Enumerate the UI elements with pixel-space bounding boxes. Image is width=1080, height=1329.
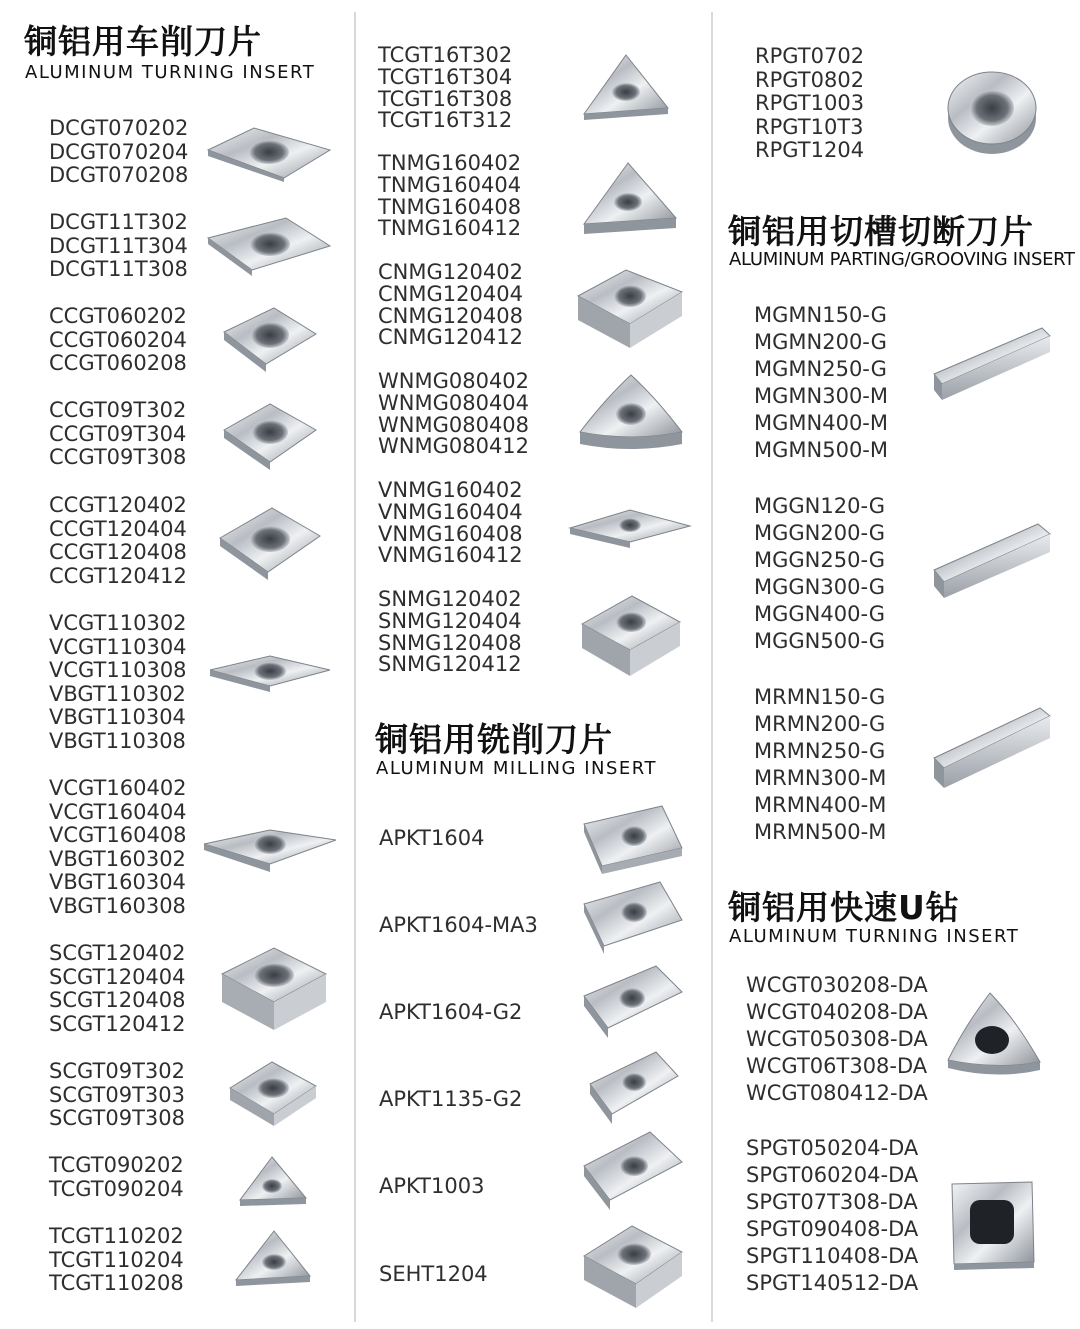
scgt09-insert-image xyxy=(226,1058,320,1130)
tcgt11-insert-image xyxy=(232,1228,314,1290)
column-divider-left xyxy=(354,12,356,1322)
milling-code: APKT1604-G2 xyxy=(379,1000,523,1024)
apkt1003-insert-image xyxy=(580,1128,686,1214)
code-list: DCGT11T302 DCGT11T304 DCGT11T308 xyxy=(49,210,188,281)
code-list: TCGT16T302 TCGT16T304 TCGT16T308 TCGT16T312 xyxy=(378,43,513,133)
scgt12-insert-image xyxy=(218,944,330,1034)
apkt1604ma3-insert-image xyxy=(580,878,686,958)
code-list: SPGT050204-DA SPGT060204-DA SPGT07T308-DA SPGT090408-DA SPGT110408-DA SPGT140512-DA xyxy=(746,1136,919,1295)
milling-header-cn: 铜铝用铣削刀片 xyxy=(375,720,613,759)
code-list: SCGT120402 SCGT120404 SCGT120408 SCGT120412 xyxy=(49,941,186,1036)
milling-code: SEHT1204 xyxy=(379,1262,488,1286)
apkt1604g2-insert-image xyxy=(580,962,686,1042)
dcgt07-insert-image xyxy=(206,126,332,182)
code-list: MRMN150-G MRMN200-G MRMN250-G MRMN300-M MRMN400-M MRMN500-M xyxy=(754,685,887,844)
tcgt09-insert-image xyxy=(236,1154,310,1210)
milling-header-en: ALUMINUM MILLING INSERT xyxy=(376,758,657,779)
tnmg16-insert-image xyxy=(578,160,682,238)
column-divider-right xyxy=(711,12,713,1322)
ccgt09-insert-image xyxy=(220,400,320,474)
apkt1135g2-insert-image xyxy=(586,1048,682,1128)
wnmg08-insert-image xyxy=(576,372,686,458)
mggn-grooving-insert-image xyxy=(930,518,1054,602)
code-list: CNMG120402 CNMG120404 CNMG120408 CNMG120412 xyxy=(378,260,523,350)
dcgt11-insert-image xyxy=(206,216,332,278)
turning-header-cn: 铜铝用车削刀片 xyxy=(24,22,262,61)
milling-code: APKT1003 xyxy=(379,1174,485,1198)
milling-code: APKT1135-G2 xyxy=(379,1087,523,1111)
code-list: CCGT060202 CCGT060204 CCGT060208 xyxy=(49,304,187,375)
code-list: MGMN150-G MGMN200-G MGMN250-G MGMN300-M MGMN400-M MGMN500-M xyxy=(754,303,888,462)
spgt-udrill-insert-image xyxy=(946,1178,1038,1272)
udrill-header-en: ALUMINUM TURNING INSERT xyxy=(729,926,1020,947)
code-list: MGGN120-G MGGN200-G MGGN250-G MGGN300-G MGGN400-G MGGN500-G xyxy=(754,494,886,653)
rpgt-round-insert-image xyxy=(944,66,1040,158)
ccgt12-insert-image xyxy=(216,504,324,584)
milling-code: APKT1604 xyxy=(379,826,485,850)
parting-header-en: ALUMINUM PARTING/GROOVING INSERT xyxy=(729,249,1075,270)
code-list: VCGT160402 VCGT160404 VCGT160408 VBGT160302 VBGT160304 VBGT160308 xyxy=(49,776,187,918)
code-list: TNMG160402 TNMG160404 TNMG160408 TNMG160412 xyxy=(378,151,522,241)
code-list: VNMG160402 VNMG160404 VNMG160408 VNMG160412 xyxy=(378,478,523,568)
code-list: DCGT070202 DCGT070204 DCGT070208 xyxy=(49,116,189,187)
code-list: TCGT110202 TCGT110204 TCGT110208 xyxy=(49,1224,184,1295)
code-list: WNMG080402 WNMG080404 WNMG080408 WNMG080412 xyxy=(378,369,530,459)
apkt1604-insert-image xyxy=(580,802,686,878)
code-list: CCGT09T302 CCGT09T304 CCGT09T308 xyxy=(49,398,187,469)
turning-header-en: ALUMINUM TURNING INSERT xyxy=(25,62,316,83)
snmg12-insert-image xyxy=(578,592,684,680)
code-list: SCGT09T302 SCGT09T303 SCGT09T308 xyxy=(49,1059,185,1130)
vcgt11-insert-image xyxy=(208,652,332,694)
code-list: SNMG120402 SNMG120404 SNMG120408 SNMG120412 xyxy=(378,587,522,677)
code-list: WCGT030208-DA WCGT040208-DA WCGT050308-DA WCGT06T308-DA WCGT080412-DA xyxy=(746,973,928,1105)
wcgt-udrill-insert-image xyxy=(944,990,1044,1082)
cnmg12-insert-image xyxy=(574,266,686,354)
vnmg16-insert-image xyxy=(568,506,692,550)
vcgt16-insert-image xyxy=(202,826,338,874)
milling-code: APKT1604-MA3 xyxy=(379,913,538,937)
ccgt06-insert-image xyxy=(220,304,320,374)
tcgt16-insert-image xyxy=(580,52,672,122)
code-list: TCGT090202 TCGT090204 xyxy=(49,1153,184,1201)
udrill-header-cn: 铜铝用快速U钻 xyxy=(728,888,960,927)
parting-header-cn: 铜铝用切槽切断刀片 xyxy=(728,212,1034,251)
code-list: CCGT120402 CCGT120404 CCGT120408 CCGT120412 xyxy=(49,493,187,588)
seht1204-insert-image xyxy=(580,1222,686,1312)
mrmn-grooving-insert-image xyxy=(930,702,1054,792)
mgmn-parting-insert-image xyxy=(930,322,1054,406)
code-list: VCGT110302 VCGT110304 VCGT110308 VBGT110302 VBGT110304 VBGT110308 xyxy=(49,611,187,753)
code-list: RPGT0702 RPGT0802 RPGT1003 RPGT10T3 RPGT1204 xyxy=(755,44,865,162)
